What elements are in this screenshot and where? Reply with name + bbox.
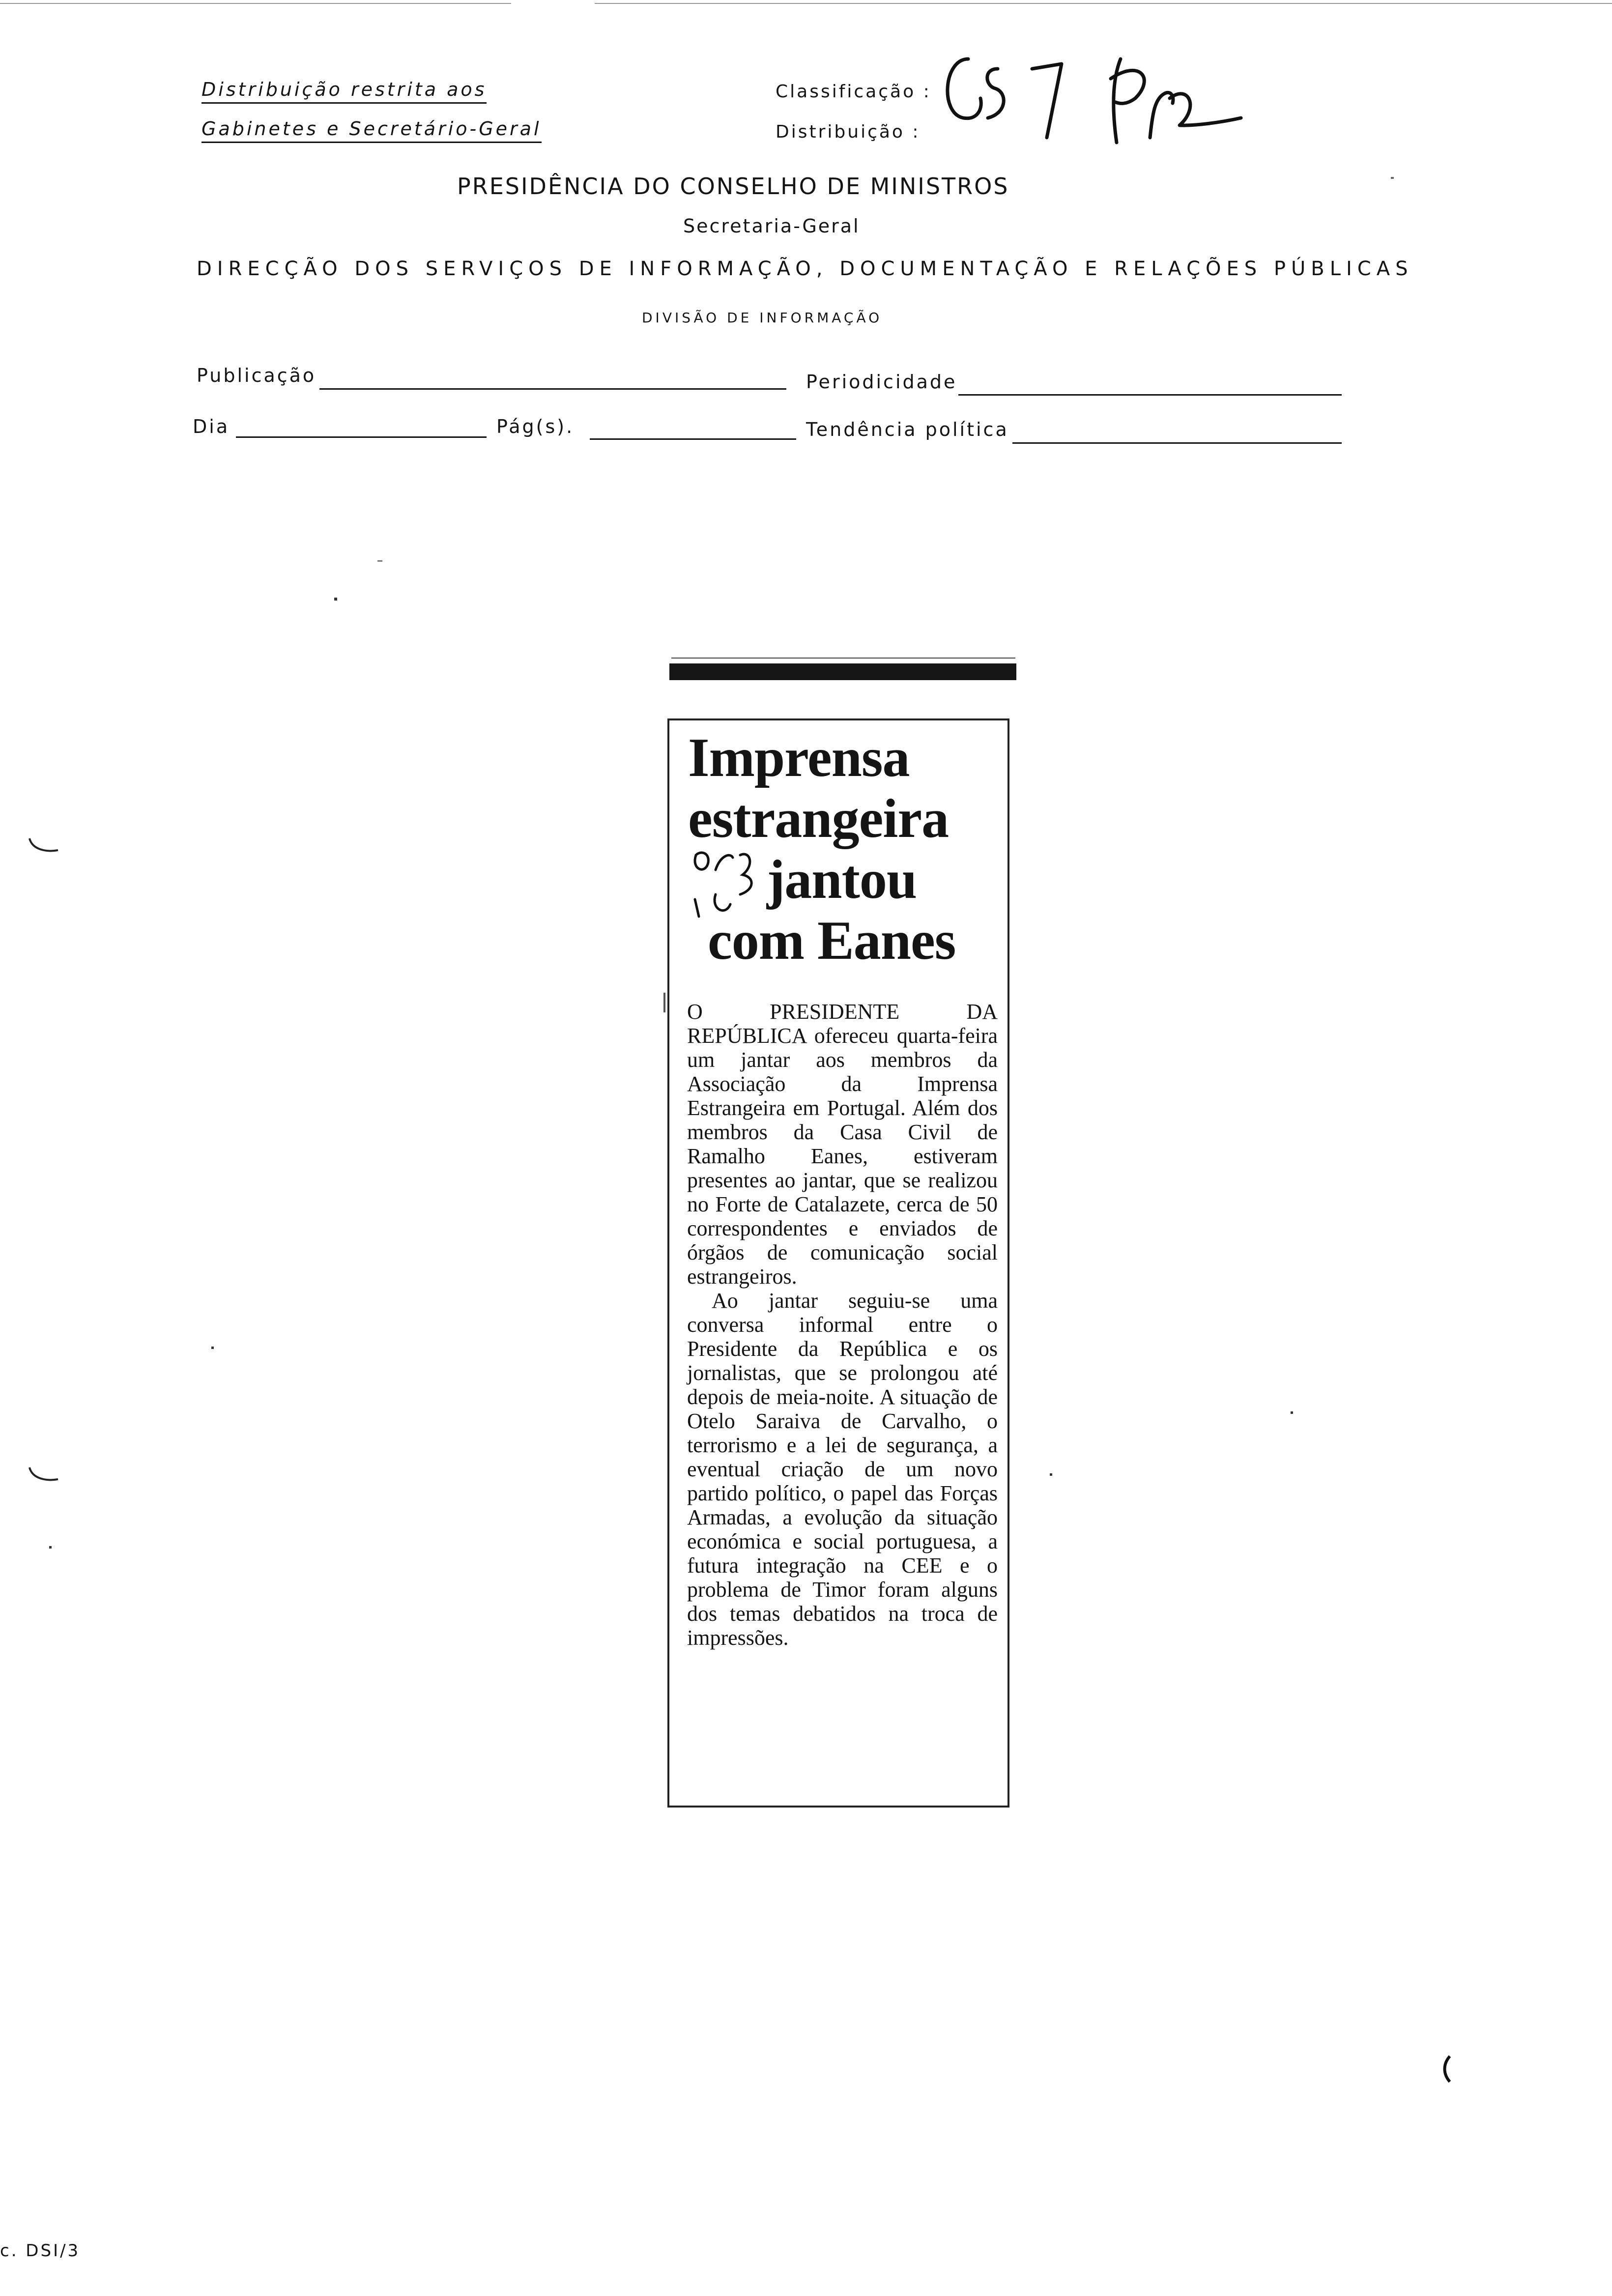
form-code: c. DSI/3 — [0, 2241, 81, 2261]
scan-speck — [334, 598, 337, 601]
scan-border-top-right — [595, 3, 1612, 4]
scan-speck — [49, 1546, 52, 1549]
secretariat-title: Secretaria-Geral — [683, 215, 860, 237]
distribution-label: Distribuição : — [776, 122, 921, 142]
directorate-title: DIRECÇÃO DOS SERVIÇOS DE INFORMAÇÃO, DOCUMENTAÇÃO E RELAÇÕES PÚBLICAS — [197, 258, 1413, 280]
margin-mark-left-1 — [28, 835, 62, 855]
scan-speck — [663, 993, 665, 1012]
article-paragraph-1: O PRESIDENTE DA REPÚBLICA ofereceu quarta-feira um jantar aos membros da Associação da Imprensa Estrangeira em Portugal. Além dos membros da Casa Civil de Ramalho Eanes, estiveram presentes ao jantar, que se realizou no Forte de Catalazete, cerca de 50 correspondentes e enviados de órgãos de comunicação social estrangeiros. — [687, 1000, 998, 1289]
article-paragraph-2: Ao jantar seguiu-se uma conversa informal entre o Presidente da República e os jornalistas, que se prolongou até depois de meia-noite. A situação de Otelo Saraiva de Carvalho, o terrorismo e a lei de segurança, a eventual criação de um novo partido político, o papel das Forças Armadas, a evolução da situação económica e social portuguesa, a futura integração na CEE e o problema de Timor foram alguns dos temas debatidos na troca de impressões. — [687, 1289, 998, 1650]
classification-label: Classificação : — [776, 82, 931, 102]
headline-line-2: estrangeira — [688, 788, 949, 849]
distribution-notice-line1: Distribuição restrita aos — [202, 79, 487, 100]
handwritten-classification-mark — [934, 39, 1248, 147]
clipping-article — [687, 1000, 998, 1650]
periodicity-label: Periodicidade — [806, 371, 957, 393]
margin-mark-right — [1440, 2054, 1455, 2084]
periodicity-field-line — [958, 394, 1342, 396]
publication-field-line — [319, 388, 786, 390]
day-field-line — [236, 436, 487, 438]
clipping-header-bar — [669, 663, 1016, 680]
scan-border-top — [0, 3, 511, 4]
headline-line-3: jantou — [767, 849, 917, 910]
political-tendency-field-line — [1012, 442, 1342, 444]
scan-speck — [377, 560, 382, 562]
day-label: Dia — [193, 416, 230, 437]
handwritten-headline-annotation — [686, 835, 784, 934]
headline-line-4: com Eanes — [708, 910, 956, 971]
political-tendency-label: Tendência política — [806, 419, 1009, 440]
scan-speck — [1291, 1411, 1293, 1414]
division-title: DIVISÃO DE INFORMAÇÃO — [642, 310, 883, 326]
agency-title: PRESIDÊNCIA DO CONSELHO DE MINISTROS — [457, 173, 1009, 200]
scan-speck — [211, 1347, 214, 1349]
pages-label: Pág(s). — [496, 416, 575, 437]
distribution-notice-line2: Gabinetes e Secretário-Geral — [202, 118, 542, 140]
scan-speck — [1050, 1473, 1052, 1476]
scan-speck — [1391, 177, 1394, 179]
margin-mark-left-2 — [28, 1464, 62, 1484]
publication-label: Publicação — [197, 365, 317, 386]
headline-line-1: Imprensa — [688, 727, 910, 788]
clipping-top-rule — [671, 658, 1015, 659]
pages-field-line — [590, 438, 796, 440]
